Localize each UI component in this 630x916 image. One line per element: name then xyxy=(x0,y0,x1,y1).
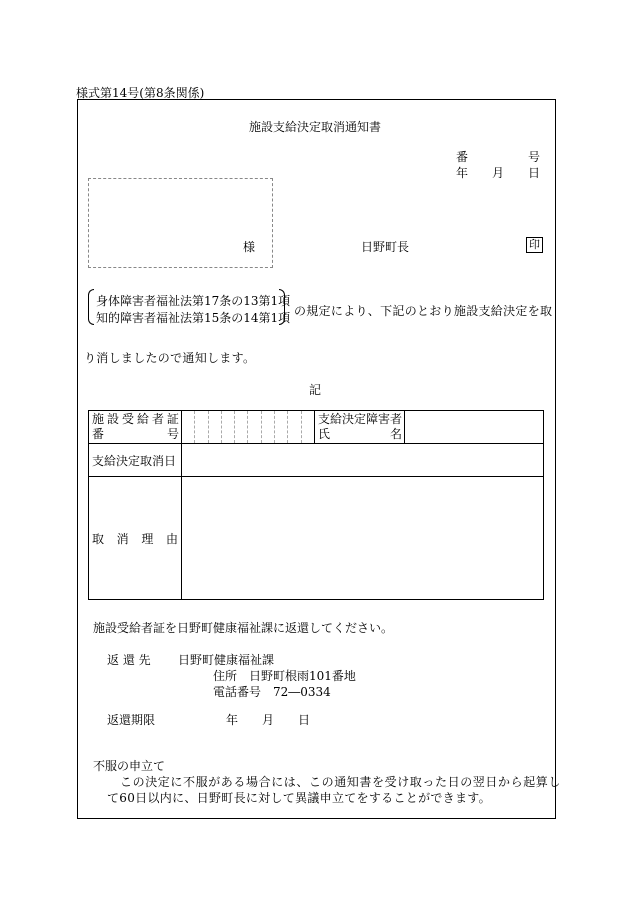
return-destination-name: 日野町健康福祉課 xyxy=(178,653,275,667)
law-reference-intellectual: 知的障害者福祉法第15条の14第1項 xyxy=(96,311,291,325)
date-year-label: 年 xyxy=(456,166,469,180)
document-date-line xyxy=(456,164,540,181)
return-destination-address: 住所 日野町根雨101番地 xyxy=(213,669,356,683)
number-label-ban: 番 xyxy=(456,150,469,164)
cancel-date-field[interactable] xyxy=(182,444,544,477)
cert-label-row2: 番 号 xyxy=(92,427,179,441)
cert-number-label xyxy=(89,411,182,444)
number-label-go: 号 xyxy=(528,150,541,164)
appeal-text-line1: この決定に不服がある場合には、この通知書を受け取った日の翌日から起算し xyxy=(120,775,562,789)
form-number-label: 様式第14号(第8条関係) xyxy=(76,86,205,100)
cancel-date-label: 支給決定取消日 xyxy=(89,444,182,477)
document-number-line xyxy=(456,148,540,165)
person-name-label: 支給決定障害者 氏 名 xyxy=(315,411,405,444)
ki-heading: 記 xyxy=(308,383,321,397)
return-deadline-label: 返還期限 xyxy=(107,713,156,727)
law-reference-physical: 身体障害者福祉法第17条の13第1項 xyxy=(96,294,291,308)
issuer-name: 日野町長 xyxy=(361,240,410,254)
cert-number-field[interactable] xyxy=(182,411,315,444)
addressee-suffix: 様 xyxy=(243,240,256,254)
body-text-line1: の規定により、下記のとおり施設支給決定を取 xyxy=(294,304,553,318)
info-table xyxy=(88,410,544,600)
return-instruction: 施設受給者証を日野町健康福祉課に返還してください。 xyxy=(93,621,394,635)
return-destination-phone: 電話番号 72―0334 xyxy=(213,685,331,699)
body-text-line2: り消しましたので通知します。 xyxy=(84,351,256,365)
return-destination-label: 返 還 先 xyxy=(107,653,151,667)
date-day-label: 日 xyxy=(528,166,541,180)
appeal-text-line2: て60日以内に、日野町長に対して異議申立てをすることができます。 xyxy=(107,791,491,805)
cert-label-row1: 施 設 受 給 者 証 xyxy=(92,412,179,426)
seal-mark: 印 xyxy=(526,237,543,253)
return-deadline-date: 年 月 日 xyxy=(226,713,311,727)
cancel-reason-field[interactable] xyxy=(182,477,544,600)
person-name-field[interactable] xyxy=(405,411,544,444)
cancel-reason-label: 取 消 理 由 xyxy=(89,477,182,600)
date-month-label: 月 xyxy=(492,166,505,180)
document-title: 施設支給決定取消通知書 xyxy=(248,120,381,134)
appeal-heading: 不服の申立て xyxy=(93,759,166,773)
